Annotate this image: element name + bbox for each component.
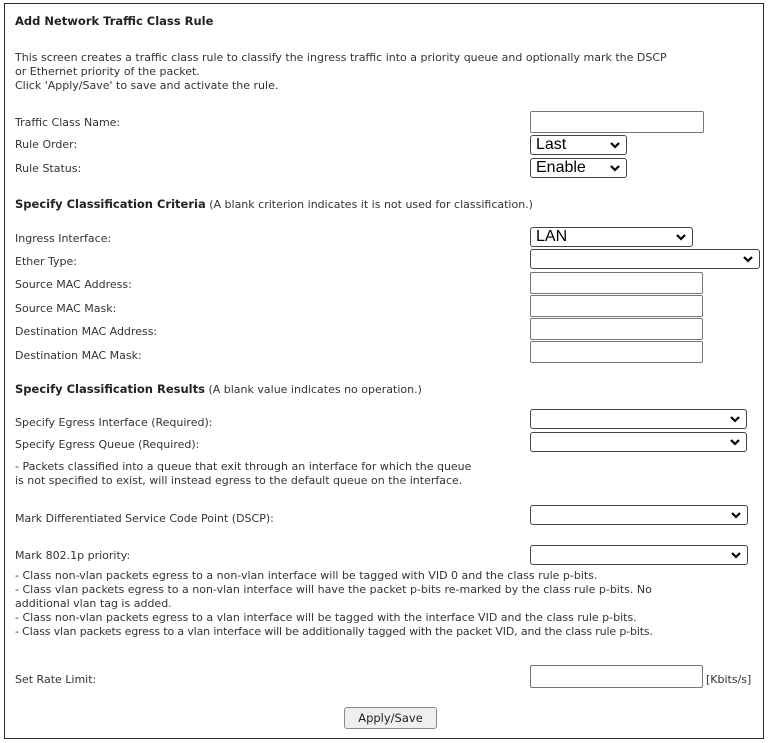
dscp-select[interactable] <box>530 505 748 525</box>
rate-limit-label: Set Rate Limit: <box>15 673 97 686</box>
egress-queue-select[interactable] <box>530 432 747 452</box>
egress-interface-label: Specify Egress Interface (Required): <box>15 416 213 429</box>
ingress-interface-select[interactable] <box>530 227 693 247</box>
apply-save-button[interactable]: Apply/Save <box>344 707 437 729</box>
page-title: Add Network Traffic Class Rule <box>15 14 214 28</box>
pbits-note-line-4: - Class non-vlan packets egress to a vlan interface will be tagged with the interface VID and the class rule p-bits. <box>15 611 637 624</box>
rule-status-value: Enable <box>536 159 586 176</box>
source-mac-address-input[interactable] <box>530 272 703 294</box>
pbits-note-line-3: additional vlan tag is added. <box>15 597 172 610</box>
p8021-priority-select[interactable] <box>530 545 748 565</box>
source-mac-mask-label: Source MAC Mask: <box>15 302 117 315</box>
destination-mac-mask-input[interactable] <box>530 341 703 363</box>
intro-text-line-2: or Ethernet priority of the packet. <box>15 65 200 78</box>
pbits-note-line-5: - Class vlan packets egress to a vlan interface will be additionally tagged with the packet VID, and the class rule p-bits. <box>15 625 653 638</box>
chevron-down-icon <box>675 231 687 243</box>
chevron-down-icon <box>729 413 741 425</box>
chevron-down-icon <box>730 509 742 521</box>
results-heading-row <box>15 382 422 396</box>
queue-note-line-1: - Packets classified into a queue that exit through an interface for which the queue <box>15 460 472 473</box>
destination-mac-address-input[interactable] <box>530 318 703 340</box>
criteria-heading: Specify Classification Criteria <box>15 197 206 211</box>
ingress-interface-label: Ingress Interface: <box>15 232 112 245</box>
intro-text-line-3: Click 'Apply/Save' to save and activate the rule. <box>15 79 279 92</box>
rate-limit-input[interactable] <box>530 665 703 688</box>
pbits-note-line-1: - Class non-vlan packets egress to a non-vlan interface will be tagged with VID 0 and the class rule p-bits. <box>15 569 598 582</box>
intro-text-line-1: This screen creates a traffic class rule to classify the ingress traffic into a priority queue and optionally mark the DSCP <box>15 51 667 64</box>
chevron-down-icon <box>730 549 742 561</box>
chevron-down-icon <box>609 139 621 151</box>
rule-order-select[interactable] <box>530 135 627 155</box>
rule-status-label: Rule Status: <box>15 162 82 175</box>
p8021-priority-label: Mark 802.1p priority: <box>15 549 131 562</box>
ingress-interface-value: LAN <box>536 228 568 245</box>
destination-mac-mask-label: Destination MAC Mask: <box>15 349 142 362</box>
criteria-note: (A blank criterion indicates it is not used for classification.) <box>209 198 533 211</box>
traffic-class-name-label: Traffic Class Name: <box>15 116 121 129</box>
rule-order-label: Rule Order: <box>15 138 78 151</box>
chevron-down-icon <box>729 436 741 448</box>
chevron-down-icon <box>609 162 621 174</box>
criteria-heading-row <box>15 197 533 211</box>
ether-type-select[interactable] <box>530 249 760 269</box>
traffic-class-name-input[interactable] <box>530 111 704 133</box>
destination-mac-address-label: Destination MAC Address: <box>15 325 158 338</box>
egress-queue-label: Specify Egress Queue (Required): <box>15 438 200 451</box>
chevron-down-icon <box>742 253 754 265</box>
rule-status-select[interactable] <box>530 158 627 178</box>
rule-order-value: Last <box>536 136 567 153</box>
pbits-note-line-2: - Class vlan packets egress to a non-vlan interface will have the packet p-bits re-marked by the class rule p-bits. No <box>15 583 652 596</box>
ether-type-label: Ether Type: <box>15 255 77 268</box>
source-mac-mask-input[interactable] <box>530 295 703 317</box>
egress-interface-select[interactable] <box>530 409 747 429</box>
queue-note-line-2: is not specified to exist, will instead egress to the default queue on the interface. <box>15 474 463 487</box>
results-heading: Specify Classification Results <box>15 382 205 396</box>
results-note: (A blank value indicates no operation.) <box>208 383 422 396</box>
rate-limit-unit: [Kbits/s] <box>706 673 752 686</box>
source-mac-address-label: Source MAC Address: <box>15 278 132 291</box>
dscp-label: Mark Differentiated Service Code Point (DSCP): <box>15 512 274 525</box>
